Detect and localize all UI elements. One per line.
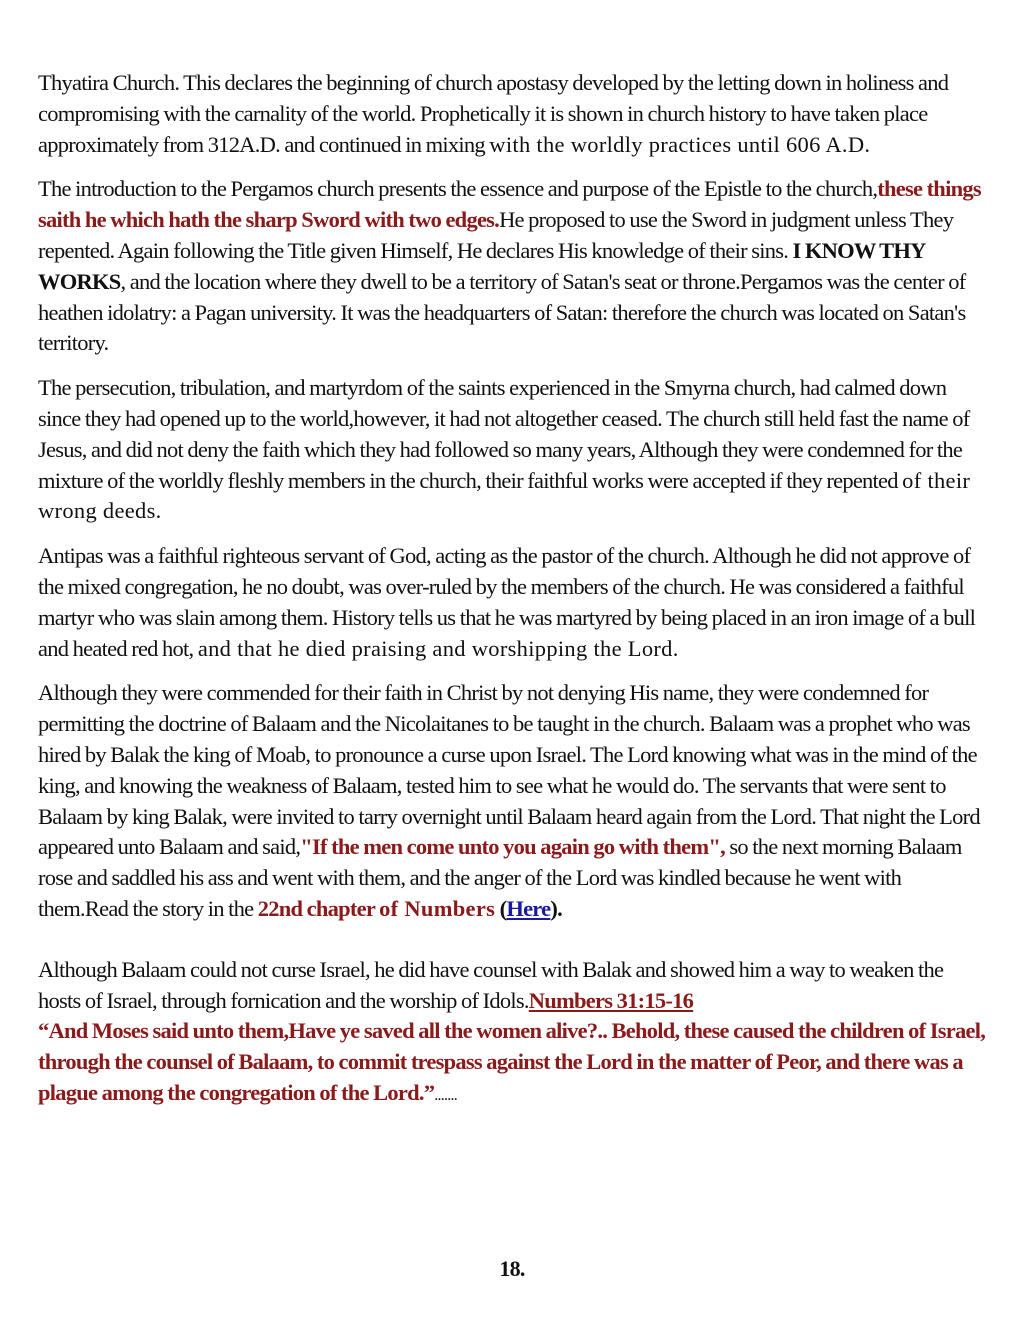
text: ). [550, 895, 562, 921]
text: and that he died praising and worshipping the Lord. [197, 635, 679, 661]
text: of their wrong deeds. [38, 467, 971, 524]
text: Although Balaam could not curse Israel, he did have counsel with Balak and showed him a way to weaken the hosts of Israel, through fornication and the worship of Idols. [38, 956, 944, 1013]
here-link[interactable]: Here [506, 895, 551, 921]
text: The introduction to the Pergamos church presents the essence and purpose of the Epistle to the church, [38, 176, 878, 202]
text: The persecution, tribulation, and martyrdom of the saints experienced in the Smyrna church, had calmed down since they had opened up to the world,however, it had not altogether ceased. The church still held fast the name of Jesus, and did not deny the faith which they had followed so many years, Although they were condemned for the mixture of the worldly fleshly members in the church, their faithful works were accepted if they repented [38, 375, 970, 493]
text: Thyatira Church. This declares the beginning of church apostasy developed by the letting down in holiness and compromising with the carnality of the world. Prophetically it is shown in church history to have taken place approximately from 312A.D. and continued in mixing [38, 70, 949, 157]
text: with the worldly practices until 606 A.D. [489, 131, 871, 157]
paragraph-balaam [38, 678, 988, 924]
ellipsis: ....... [434, 1086, 457, 1104]
paragraph-thyatira [38, 68, 988, 160]
paragraph-antipas [38, 541, 988, 664]
text: so the next morning Balaam rose and saddled his ass and went with them, and the anger of the Lord was kindled because he went with them.Read the story in the [38, 834, 962, 921]
scripture-quote: “And Moses said unto them,Have ye saved all the women alive?.. Behold, these caused the children of Israel, through the counsel of Balaam, to commit trespass against the Lord in the matter of Peor, and there was a plague among the congregation of the Lord.” [38, 1018, 986, 1105]
scripture-quote: "If the men come unto you again go with them", [300, 834, 725, 860]
scripture-quote: these things saith he which hath the sharp Sword with two edges. [38, 176, 981, 233]
text: ( [495, 895, 507, 921]
text: Antipas was a faithful righteous servant of God, acting as the pastor of the church. Although he did not approve of the mixed congregation, he no doubt, was over-ruled by the members of the church. He was considered a faithful martyr who was slain among them. History tells us that he was martyred by being placed in an iron image of a bull and heated red hot, [38, 543, 976, 661]
chapter-reference: of Numbers [379, 895, 496, 921]
emphasis: I KNOW THY WORKS [38, 237, 925, 294]
paragraph-persecution [38, 373, 988, 527]
numbers-reference-link[interactable]: Numbers 31:15-16 [528, 987, 694, 1013]
paragraph-pergamos-intro [38, 174, 988, 359]
chapter-reference: 22nd chapter [257, 895, 380, 921]
page-number: 18. [499, 1256, 525, 1281]
paragraph-counsel [38, 955, 988, 1112]
text: Although they were commended for their faith in Christ by not denying His name, they were condemned for permitting the doctrine of Balaam and the Nicolaitanes to be taught in the church. Balaam was a prophet who was hired by Balak the king of Moab, to pronounce a curse upon Israel. The Lord knowing what was in the mind of the king, and knowing the weakness of Balaam, tested him to see what he would do. The servants that were sent to Balaam by king Balak, were invited to tarry overnight until Balaam heard again from the Lord. That night the Lord appeared unto Balaam and said, [38, 680, 980, 860]
text: He proposed to use the Sword in judgment unless They repented. Again following the Title given Himself, He declares His knowledge of their sins. [38, 207, 954, 263]
text: , and the location where they dwell to be a territory of Satan's seat or throne.Pergamos was the center of heathen idolatry: a Pagan university. It was the headquarters of Satan: therefore the church was located on Satan's territory. [38, 268, 966, 356]
